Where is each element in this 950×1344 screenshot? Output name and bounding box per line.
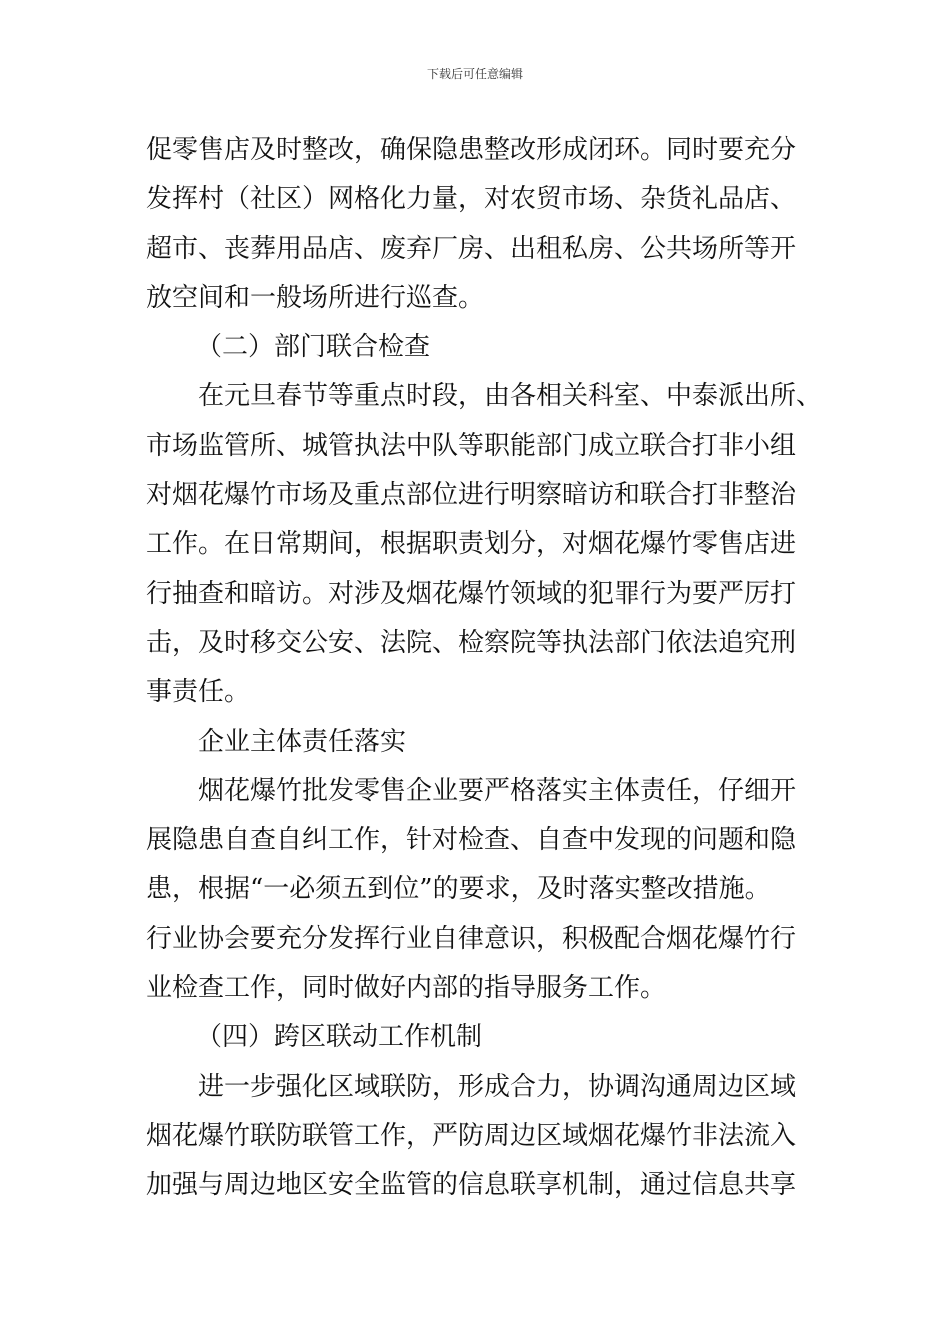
section-heading: （二）部门联合检查 xyxy=(196,332,431,363)
paragraph-line: 市场监管所、城管执法中队等职能部门成立联合打非小组 xyxy=(146,430,797,461)
paragraph-line: 行业协会要充分发挥行业自律意识，积极配合烟花爆竹行 xyxy=(146,923,797,954)
paragraph-line: 促零售店及时整改，确保隐患整改形成闭环。同时要充分 xyxy=(146,135,797,165)
paragraph-line: 超市、丧葬用品店、废弃厂房、出租私房、公共场所等开 xyxy=(146,233,797,264)
paragraph-line: 击，及时移交公安、法院、检察院等执法部门依法追究刑 xyxy=(146,627,797,658)
paragraph-line: 患，根据“一必须五到位”的要求，及时落实整改措施。 xyxy=(146,874,771,905)
paragraph-line: 事责任。 xyxy=(146,677,251,708)
section-heading: （四）跨区联动工作机制 xyxy=(196,1022,483,1053)
paragraph-line: 在元旦春节等重点时段，由各相关科室、中泰派出所、 xyxy=(198,381,823,412)
document-body xyxy=(146,126,823,1211)
paragraph-line: 烟花爆竹批发零售企业要严格落实主体责任，仔细开 xyxy=(198,775,797,806)
paragraph-line: 发挥村（社区）网格化力量，对农贸市场、杂货礼品店、 xyxy=(146,184,797,215)
paragraph-line: 工作。在日常期间，根据职责划分，对烟花爆竹零售店进 xyxy=(146,529,797,560)
paragraph-line: 进一步强化区域联防，形成合力，协调沟通周边区域 xyxy=(198,1071,797,1102)
paragraph-line: 对烟花爆竹市场及重点部位进行明察暗访和联合打非整治 xyxy=(146,480,797,511)
paragraph-line: 展隐患自查自纠工作，针对检查、自查中发现的问题和隐 xyxy=(146,825,797,856)
section-heading: 企业主体责任落实 xyxy=(198,726,407,757)
paragraph-line: 烟花爆竹联防联管工作，严防周边区域烟花爆竹非法流入 xyxy=(146,1120,797,1151)
paragraph-line: 放空间和一般场所进行巡查。 xyxy=(146,282,485,313)
paragraph-line: 行抽查和暗访。对涉及烟花爆竹领域的犯罪行为要严厉打 xyxy=(146,578,797,609)
paragraph-line: 业检查工作，同时做好内部的指导服务工作。 xyxy=(146,973,667,1004)
page-header-note: 下载后可任意编辑 xyxy=(426,67,523,81)
paragraph-line: 加强与周边地区安全监管的信息联享机制，通过信息共享 xyxy=(146,1170,797,1201)
